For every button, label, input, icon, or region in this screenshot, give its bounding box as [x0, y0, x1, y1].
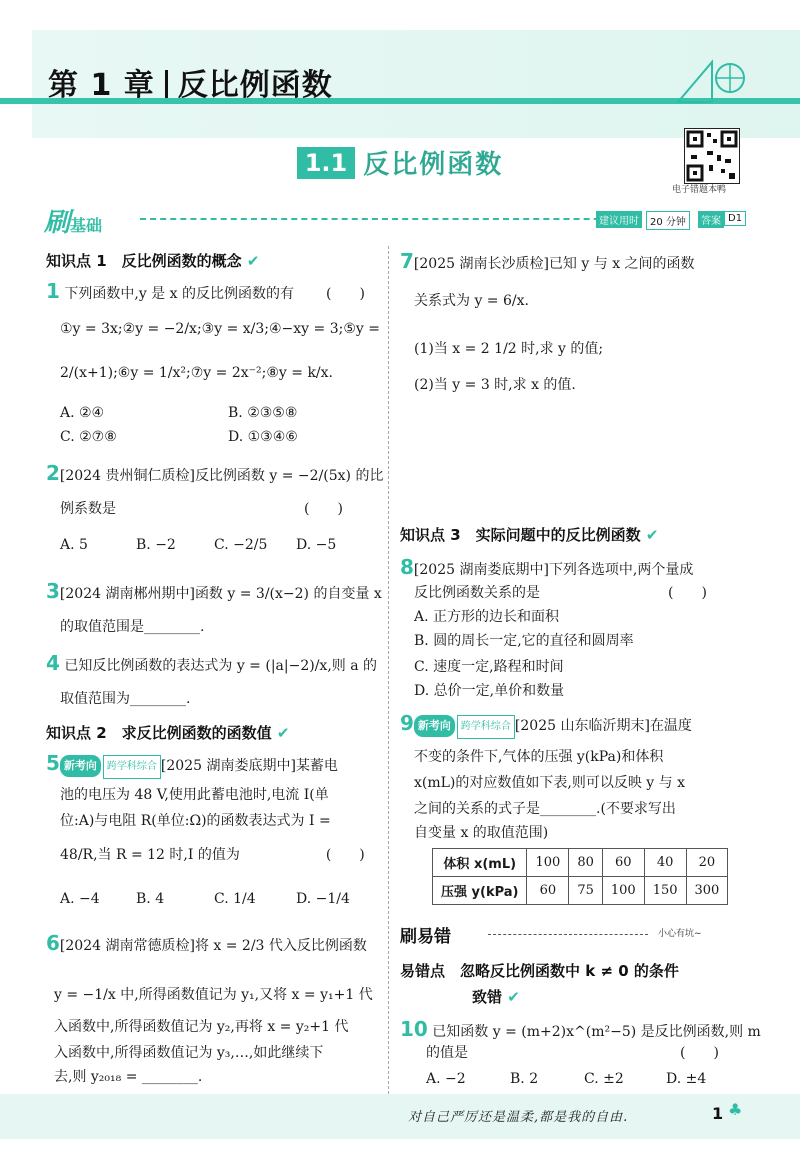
- q2-option-b[interactable]: B. −2: [136, 537, 176, 553]
- q9-line4: 自变量 x 的取值范围): [414, 825, 549, 841]
- table-cell: 60: [602, 849, 644, 877]
- question-8: 8[2025 湖南娄底期中]下列各选项中,两个量成: [400, 555, 694, 579]
- section-number: 1.1: [297, 147, 356, 179]
- q2-option-d[interactable]: D. −5: [296, 537, 337, 553]
- table-row: [433, 849, 728, 877]
- answer-label: 答案: [698, 211, 724, 228]
- table-cell: 80: [569, 849, 603, 877]
- footer-motto: 对自己严厉还是温柔,都是我的自由.: [408, 1110, 629, 1125]
- question-6: 6[2024 湖南常德质检]将 x = 2/3 代入反比例函数: [46, 931, 367, 955]
- yicuo-note: 小心有坑~: [658, 929, 702, 939]
- shua-yicuo-bar: [400, 922, 738, 948]
- knowledge-point-2: 知识点 2 求反比例函数的函数值 ✔: [46, 724, 290, 742]
- geometry-tools-icon: [672, 56, 752, 106]
- time-value: 20 分钟: [646, 211, 690, 230]
- question-7: 7[2025 湖南长沙质检]已知 y 与 x 之间的函数: [400, 249, 695, 273]
- table-cell: 100: [602, 877, 644, 905]
- q6-line2: 入函数中,所得函数值记为 y₂,再将 x = y₂+1 代: [54, 1019, 349, 1035]
- table-head-pressure: 压强 y(kPa): [433, 877, 527, 905]
- table-row: [433, 877, 728, 905]
- q8-option-b[interactable]: B. 圆的周长一定,它的直径和圆周率: [414, 633, 634, 649]
- section-title: 反比例函数: [363, 150, 504, 180]
- error-point-title: 易错点 忽略反比例函数中 k ≠ 0 的条件: [400, 962, 679, 980]
- table-head-volume: 体积 x(mL): [433, 849, 527, 877]
- q8-option-a[interactable]: A. 正方形的边长和面积: [414, 609, 560, 625]
- q1-option-b[interactable]: B. ②③⑤⑧: [228, 405, 298, 421]
- q7-part2: (2)当 y = 3 时,求 x 的值.: [414, 377, 576, 393]
- q6-line1: y = −1/x 中,所得函数值记为 y₁,又将 x = y₁+1 代: [54, 987, 373, 1003]
- q9-line2: x(mL)的对应数值如下表,则可以反映 y 与 x: [414, 775, 685, 791]
- question-9: 9 新考向 跨学科综合 [2025 山东临沂期末]在温度: [400, 712, 692, 739]
- q5-option-a[interactable]: A. −4: [60, 891, 100, 907]
- q6-line3: 入函数中,所得函数值记为 y₃,…,如此继续下: [54, 1045, 324, 1061]
- shua-jichu-bar: [44, 208, 743, 238]
- q2-option-a[interactable]: A. 5: [60, 537, 88, 553]
- q5-option-d[interactable]: D. −1/4: [296, 891, 350, 907]
- question-1: 1 下列函数中,y 是 x 的反比例函数的有 ( ): [46, 279, 365, 303]
- q6-line4: 去,则 y₂₀₁₈ = ________.: [54, 1069, 203, 1085]
- question-4: 4 已知反比例函数的表达式为 y = (|a|−2)/x,则 a 的: [46, 651, 378, 675]
- dashed-arrow: [488, 934, 648, 935]
- q1-line1: ①y = 3x;②y = −2/x;③y = x/3;④−xy = 3;⑤y =: [60, 321, 380, 337]
- q5-line2: 位:A)与电阻 R(单位:Ω)的函数表达式为 I =: [60, 813, 331, 829]
- question-3: 3[2024 湖南郴州期中]函数 y = 3/(x−2) 的自变量 x: [46, 579, 382, 603]
- q10-option-d[interactable]: D. ±4: [666, 1071, 707, 1087]
- table-cell: 40: [644, 849, 686, 877]
- q4-line2: 取值范围为________.: [60, 691, 191, 707]
- q10-option-b[interactable]: B. 2: [510, 1071, 539, 1087]
- shua-label: 刷基础: [44, 208, 103, 238]
- chapter-divider: [165, 70, 168, 98]
- q2-option-c[interactable]: C. −2/5: [214, 537, 268, 553]
- answer-page: D1: [724, 211, 746, 226]
- q10-line1: 的值是 ( ): [426, 1045, 719, 1061]
- error-point-title-2: 致错 ✔: [472, 988, 520, 1006]
- column-divider: [388, 246, 389, 1094]
- table-cell: 60: [527, 877, 569, 905]
- section-heading: [0, 144, 800, 181]
- q1-option-a[interactable]: A. ②④: [60, 405, 105, 421]
- q10-option-a[interactable]: A. −2: [426, 1071, 466, 1087]
- q8-option-d[interactable]: D. 总价一定,单价和数量: [414, 683, 565, 699]
- chapter-number: 第 1 章: [48, 68, 155, 103]
- table-cell: 75: [569, 877, 603, 905]
- page-footer: [0, 1094, 800, 1139]
- q10-option-c[interactable]: C. ±2: [584, 1071, 624, 1087]
- q1-option-d[interactable]: D. ①③④⑥: [228, 429, 298, 445]
- knowledge-point-1: 知识点 1 反比例函数的概念 ✔: [46, 252, 260, 270]
- chapter-name: 反比例函数: [177, 68, 333, 103]
- q5-option-b[interactable]: B. 4: [136, 891, 165, 907]
- check-icon: ✔: [246, 252, 260, 270]
- q5-line1: 池的电压为 48 V,使用此蓄电池时,电流 I(单: [60, 787, 329, 803]
- q1-option-c[interactable]: C. ②⑦⑧: [60, 429, 117, 445]
- dashed-line: [140, 218, 630, 220]
- page-number: 1: [712, 1104, 724, 1123]
- question-2: 2[2024 贵州铜仁质检]反比例函数 y = −2/(5x) 的比: [46, 461, 384, 485]
- q5-option-c[interactable]: C. 1/4: [214, 891, 256, 907]
- time-label: 建议用时: [596, 211, 642, 228]
- chapter-title: [48, 60, 333, 104]
- q8-option-c[interactable]: C. 速度一定,路程和时间: [414, 659, 564, 675]
- check-icon: ✔: [507, 988, 520, 1006]
- qr-caption: 电子错题本鸭: [672, 185, 727, 195]
- q3-line2: 的取值范围是________.: [60, 619, 205, 635]
- question-10: 10 已知函数 y = (m+2)x^(m²−5) 是反比例函数,则 m: [400, 1017, 761, 1041]
- yicuo-label: 刷易错: [400, 927, 451, 947]
- table-cell: 100: [527, 849, 569, 877]
- table-cell: 150: [644, 877, 686, 905]
- table-cell: 20: [686, 849, 728, 877]
- q2-line2: 例系数是 ( ): [60, 501, 343, 517]
- tree-icon: ♣: [728, 1100, 743, 1119]
- qr-code-icon[interactable]: [684, 128, 740, 184]
- knowledge-point-3: 知识点 3 实际问题中的反比例函数 ✔: [400, 526, 659, 544]
- q5-line3: 48/R,当 R = 12 时,I 的值为 ( ): [60, 847, 365, 863]
- q9-line3: 之间的关系的式子是________.(不要求写出: [414, 801, 676, 817]
- q9-line1: 不变的条件下,气体的压强 y(kPa)和体积: [414, 749, 664, 765]
- pressure-volume-table: [432, 848, 728, 905]
- q1-line2: 2/(x+1);⑥y = 1/x²;⑦y = 2x⁻²;⑧y = k/x.: [60, 365, 333, 381]
- q7-line1: 关系式为 y = 6/x.: [414, 293, 529, 309]
- check-icon: ✔: [276, 724, 290, 742]
- table-cell: 300: [686, 877, 728, 905]
- check-icon: ✔: [645, 526, 659, 544]
- q7-part1: (1)当 x = 2 1/2 时,求 y 的值;: [414, 341, 604, 357]
- q8-line1: 反比例函数关系的是 ( ): [414, 585, 707, 601]
- question-5: 5 新考向 跨学科综合 [2025 湖南娄底期中]某蓄电: [46, 752, 338, 779]
